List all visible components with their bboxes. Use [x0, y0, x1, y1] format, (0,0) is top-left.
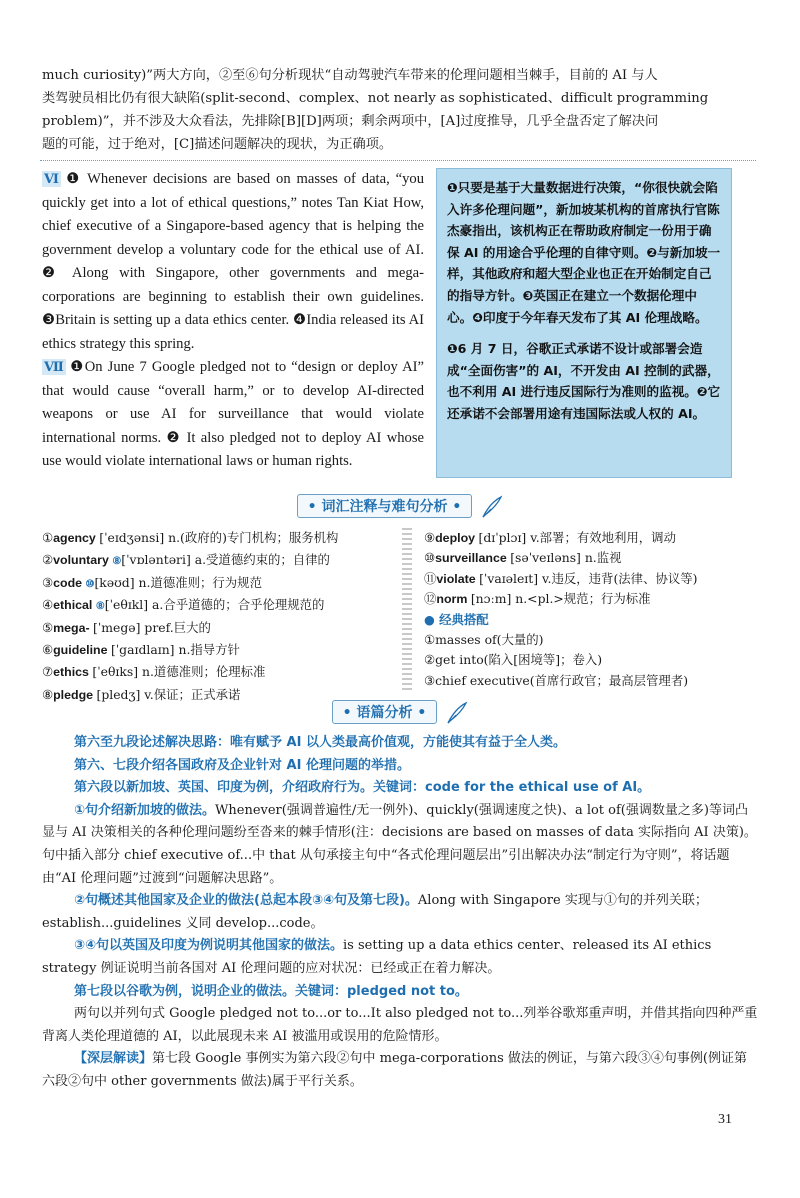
- divider: [40, 160, 756, 161]
- vocab-entry: [424, 548, 764, 568]
- sentence-3-head: ③④句以英国及印度为例说明其他国家的做法。: [74, 938, 344, 954]
- column-divider: [402, 528, 412, 692]
- vocab-phonetic: [ˈmegə]: [93, 619, 145, 635]
- vocab-number: ⑦: [42, 664, 54, 680]
- vocab-definition: n.指导方针: [178, 642, 240, 658]
- vocab-entry: [424, 569, 764, 589]
- vocab-number: ⑫: [424, 591, 437, 607]
- vocab-word: guideline: [53, 643, 111, 658]
- vocab-number: ④: [42, 597, 54, 613]
- vocab-entry: [42, 640, 392, 662]
- quill-icon: [446, 701, 468, 725]
- vocab-phonetic: [ˈeθɪks]: [92, 664, 143, 680]
- vocab-word: surveillance: [435, 551, 511, 566]
- discourse-analysis: [42, 732, 758, 1094]
- vocab-definition: a.受道德约束的；自律的: [194, 552, 330, 568]
- paragraph-6: [42, 168, 424, 356]
- vocab-definition: n.道德准则；行为规范: [138, 574, 262, 590]
- paragraph-7: [42, 356, 424, 474]
- intro-line: problem)”，并不涉及大众看法，先排除[B][D]两项；剩余两项中，[A]过度推导，几乎全盘否定了解决问: [42, 114, 659, 129]
- vocab-number: ⑪: [424, 570, 437, 586]
- vocab-frequency-badge: ⑧: [95, 601, 105, 613]
- collocation-item: ②get into(陷入[困境等]；卷入): [424, 652, 603, 668]
- vocab-entry: [42, 528, 392, 550]
- vocab-entry: [42, 573, 392, 595]
- vocab-number: ③: [42, 574, 54, 590]
- deep-reading-body: 第七段 Google 事例实为第六段②句中 mega-corporations 做法的例证，与第六段③④句事例(例证第六段②句中 other governments 做法)属于平行关系。: [42, 1051, 748, 1089]
- collocation-heading: ● 经典搭配: [424, 611, 489, 627]
- vocab-phonetic: [ˈvaɪəleɪt]: [479, 570, 543, 586]
- sentence-3-body: is setting up a data ethics center、released its AI ethics strategy 例证说明当前各国对 AI 伦理问题的应对状况：已经或正在着力解决。: [42, 938, 712, 976]
- vocab-number: ⑧: [42, 686, 54, 702]
- vocab-word: deploy: [435, 531, 479, 545]
- intro-line: 题的可能，过于绝对，[C]描述问题解决的现状，为正确项。: [42, 137, 393, 152]
- vocab-phonetic: [ˈeɪdʒənsi]: [99, 530, 169, 545]
- vocab-entry: [424, 589, 764, 609]
- vocab-phonetic: [səˈveɪləns]: [510, 550, 585, 566]
- vocab-number: ①: [42, 530, 54, 545]
- translation-box: [436, 168, 732, 478]
- vocab-list-left: [42, 528, 392, 707]
- analysis-heading: 第七段以谷歌为例，说明企业的做法。关键词：pledged not to。: [74, 983, 468, 999]
- english-passage: [42, 168, 424, 474]
- vocab-definition: n.道德准则；伦理标准: [142, 664, 266, 680]
- vocab-phonetic: [ˈeθɪkl]: [104, 597, 153, 613]
- sentence-1-head: ①句介绍新加坡的做法。: [74, 802, 216, 818]
- intro-line: 类驾驶员相比仍有很大缺陷(split-second、complex、not nearly as sophisticated、difficult programming: [42, 91, 709, 106]
- vocab-definition: v.保证；正式承诺: [144, 686, 241, 702]
- analysis-paragraph-7: 两句以并列句式 Google pledged not to...or to...It also pledged not to...列举谷歌郑重声明，并借其指向四种严重背离人类伦理道德的 AI，以此展现未来 AI 被滥用或误用的危险情形。: [42, 1006, 758, 1044]
- analysis-sentence-1: [42, 800, 758, 890]
- analysis-heading: 第六段以新加坡、英国、印度为例，介绍政府行为。关键词：code for the ethical use of AI。: [74, 780, 651, 796]
- vocab-entry: [42, 550, 392, 572]
- vocab-list-right: [424, 528, 764, 691]
- vocab-frequency-badge: ⑩: [85, 578, 95, 590]
- vocab-number: ⑥: [42, 642, 54, 658]
- vocab-word: violate: [436, 571, 480, 586]
- sentence-2-head: ②句概述其他国家及企业的做法(总起本段③④句及第七段)。: [74, 893, 418, 909]
- paragraph-6-text: ❶ Whenever decisions are based on masses of data, “you quickly get into a lot of ethical questions,” notes Tan Kiat How, chief executive of a Singapore-based agency that is helping the government develop a voluntary code for the ethical use of AI. ❷ Along with Singapore, other governments and mega-corporations are beginning to establish their own guidelines. ❸Britain is setting up a data ethics center. ❹India released its AI ethics strategy this spring.: [42, 171, 424, 352]
- vocab-word: code: [53, 575, 86, 590]
- sentence-2-body: Along with Singapore 实现与①句的并列关联；establish...guidelines 义同 develop...code。: [42, 893, 708, 931]
- vocab-word: mega-: [53, 620, 94, 635]
- analysis-banner-title: • 语篇分析 •: [332, 700, 438, 724]
- vocab-definition: v.违反，违背(法律、协议等): [542, 570, 698, 586]
- vocab-definition: n.<pl.>规范；行为标准: [515, 591, 651, 607]
- analysis-sentence-2: [42, 890, 758, 935]
- vocab-entry: [42, 662, 392, 684]
- vocab-frequency-badge: ⑧: [112, 556, 122, 568]
- vocab-phonetic: [nɔːm]: [470, 591, 516, 607]
- vocab-banner-title: • 词汇注释与难句分析 •: [297, 494, 473, 518]
- vocab-word: voluntary: [53, 553, 113, 568]
- intro-line: much curiosity)”两大方向，②至⑥句分析现状“自动驾驶汽车带来的伦理问题相当棘手，目前的 AI 与人: [42, 68, 658, 83]
- deep-reading: [42, 1048, 758, 1093]
- vocab-word: ethics: [53, 665, 93, 680]
- vocab-entry: [42, 618, 392, 640]
- vocab-number: ⑨: [424, 530, 436, 545]
- vocab-definition: n.监视: [584, 550, 622, 566]
- sentence-1-body: Whenever(强调普遍性/无一例外)、quickly(强调速度之快)、a lot of(强调数量之多)等词凸显与 AI 决策相关的各种伦理问题纷至沓来的棘手情形(注：decisions are based on masses of data 实际指向 AI 决策)。句中插入部分 chief executive of...中 that 从句承接主句中“各式伦理问题层出”引出解决办法“制定行为守则”，将话题由“AI 伦理问题”过渡到“问题解决思路”。: [42, 802, 757, 886]
- paragraph-7-text: ❶On June 7 Google pledged not to “design or deploy AI” that would cause “overall harm,” or to develop AI-directed weapons or use AI for surveillance that would violate international norms. ❷ It also pledged not to deploy AI whose use would violate international laws or human rights.: [42, 359, 424, 469]
- vocab-number: ⑤: [42, 619, 54, 635]
- vocab-definition: pref.巨大的: [144, 619, 211, 635]
- vocab-phonetic: [pledʒ]: [96, 686, 145, 702]
- translation-p7: ❶6 月 7 日，谷歌正式承诺不设计或部署会造成“全面伤害”的 AI，不开发由 AI 控制的武器，也不利用 AI 进行违反国际行为准则的监视。❷它还承诺不会部署用途有违国际法或人权的 AI。: [447, 341, 721, 421]
- vocab-phonetic: [ˈvɒləntəri]: [121, 552, 195, 568]
- paragraph-marker: Ⅵ: [44, 171, 59, 186]
- vocab-phonetic: [dɪˈplɔɪ]: [478, 530, 531, 545]
- vocab-definition: v.部署；有效地利用，调动: [530, 530, 676, 545]
- vocab-phonetic: [kəʊd]: [94, 574, 139, 590]
- vocab-banner: [0, 494, 800, 519]
- vocab-word: pledge: [53, 687, 97, 702]
- vocab-definition: a.合乎道德的；合乎伦理规范的: [152, 597, 325, 613]
- vocab-entry: [424, 528, 764, 548]
- analysis-heading: 第六至九段论述解决思路：唯有赋予 AI 以人类最高价值观，方能使其有益于全人类。: [74, 735, 566, 750]
- vocab-word: norm: [436, 592, 471, 607]
- translation-p6: ❶只要是基于大量数据进行决策，“你很快就会陷入许多伦理问题”，新加坡某机构的首席执行官陈杰豪指出，该机构正在帮助政府制定一份用于确保 AI 的用途合乎伦理的自律守则。❷与新加坡一样，其他政府和超大型企业也正在开始制定自己的指导方针。❸英国正在建立一个数据伦理中心。❹印度于今年春天发布了其 AI 伦理战略。: [447, 180, 721, 325]
- analysis-heading: 第六、七段介绍各国政府及企业针对 AI 伦理问题的举措。: [74, 757, 410, 773]
- collocation-item: ①masses of(大量的): [424, 632, 544, 648]
- vocab-number: ⑩: [424, 550, 436, 566]
- intro-paragraph: [42, 64, 754, 156]
- vocab-number: ②: [42, 552, 54, 568]
- collocation-item: ③chief executive(首席行政官；最高层管理者): [424, 672, 689, 688]
- vocab-phonetic: [ˈgaɪdlaɪn]: [110, 642, 179, 658]
- page-number: 31: [718, 1112, 732, 1127]
- vocab-word: ethical: [53, 598, 96, 613]
- vocab-definition: n.(政府的)专门机构；服务机构: [168, 530, 339, 545]
- analysis-banner: [0, 700, 800, 725]
- quill-icon: [481, 495, 503, 519]
- vocab-word: agency: [53, 531, 100, 545]
- vocab-entry: [42, 595, 392, 617]
- paragraph-marker: Ⅶ: [44, 359, 64, 374]
- deep-reading-label: 【深层解读】: [74, 1051, 153, 1067]
- analysis-sentence-3: [42, 935, 758, 980]
